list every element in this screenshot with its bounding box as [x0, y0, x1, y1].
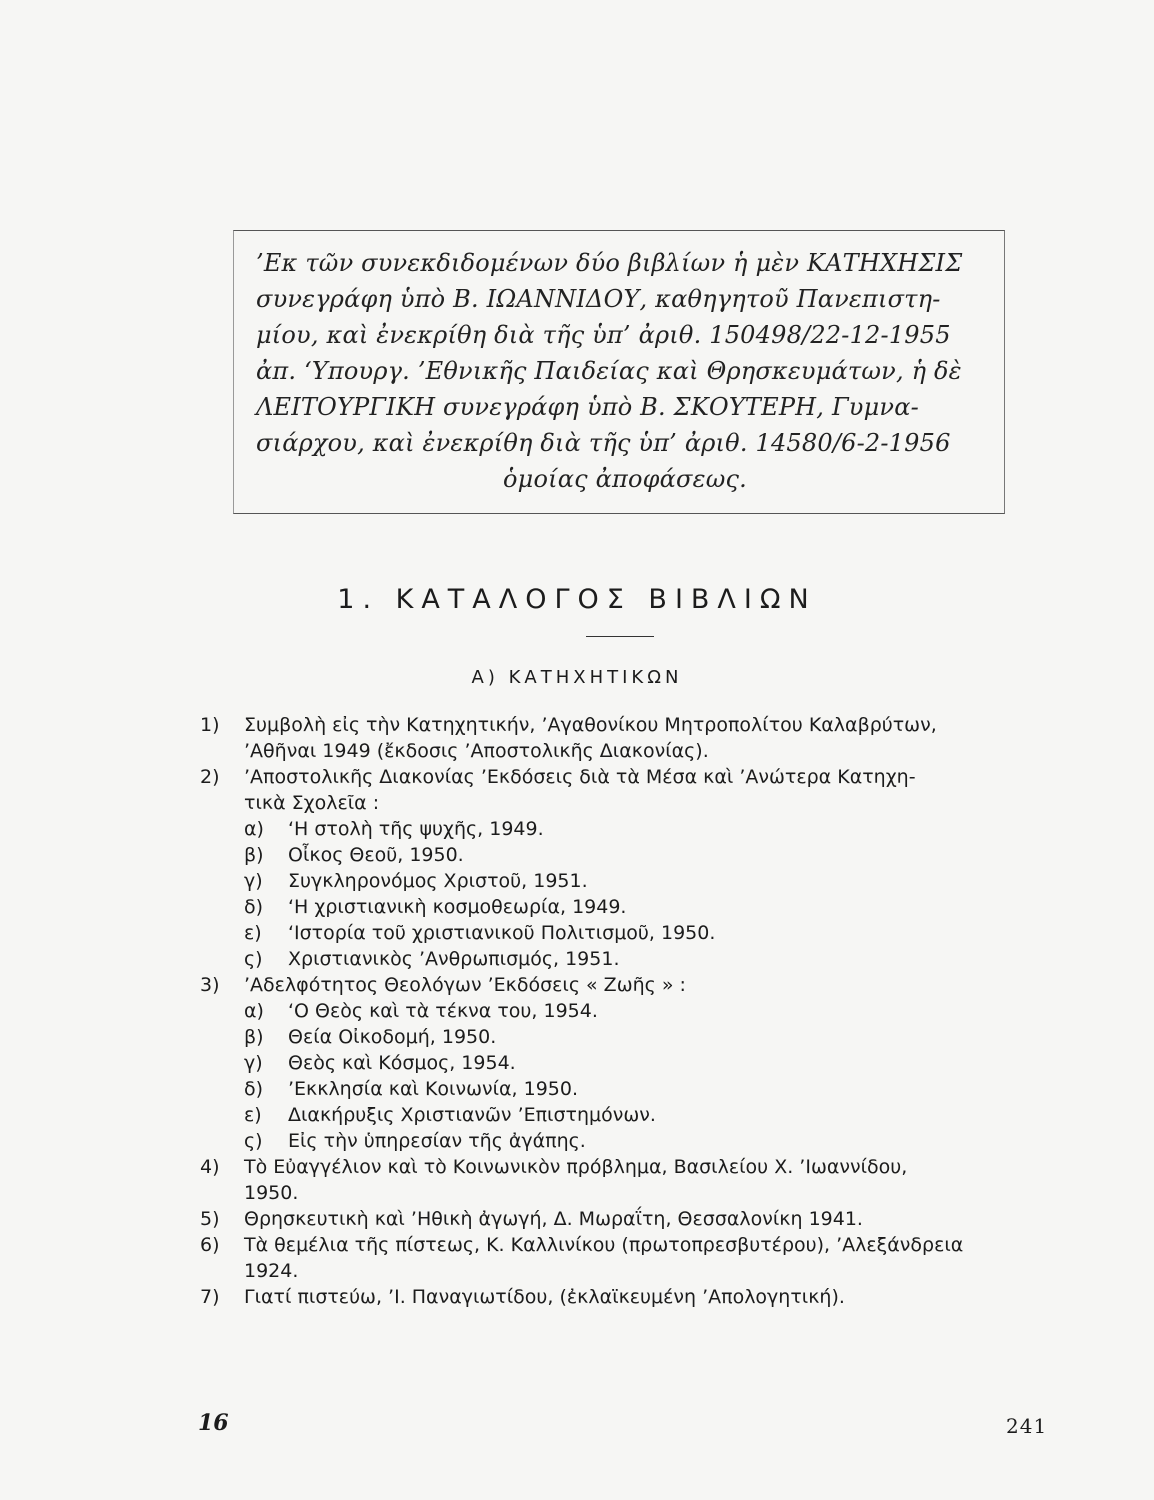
list-item — [200, 712, 1060, 764]
notice-line: ΛΕΙΤΟΥΡΓΙΚΗ συνεγράφη ὑπὸ Β. ΣΚΟΥΤΕΡΗ, Γυμνα- — [256, 393, 919, 421]
list-item — [200, 1284, 1060, 1310]
item-line: 1950. — [244, 1182, 299, 1204]
sub-item — [244, 946, 1060, 972]
approval-notice-box — [233, 230, 1005, 514]
list-item — [200, 1232, 1060, 1284]
item-line: ’Αδελφότητος Θεολόγων ’Εκδόσεις « Ζωῆς » : — [244, 974, 686, 996]
item-line: ’Αποστολικῆς Διακονίας ’Εκδόσεις διὰ τὰ Μέσα καὶ ’Ανώτερα Κατηχη- — [244, 766, 916, 788]
sub-item-text: ‘Ιστορία τοῦ χριστιανικοῦ Πολιτισμοῦ, 1950. — [288, 922, 716, 944]
sub-item — [244, 816, 1060, 842]
sub-item-text: Χριστιανικὸς ’Ανθρωπισμός, 1951. — [288, 948, 620, 970]
sub-item — [244, 1076, 1060, 1102]
sub-item-text: ‘Ο Θεὸς καὶ τὰ τέκνα του, 1954. — [288, 1000, 598, 1022]
sub-item-text: Οἶκος Θεοῦ, 1950. — [288, 844, 464, 866]
sub-item-letter: β) — [244, 844, 264, 866]
sub-item — [244, 842, 1060, 868]
item-line: Τὸ Εὐαγγέλιον καὶ τὸ Κοινωνικὸν πρόβλημα, Βασιλείου Χ. ’Ιωαννίδου, — [244, 1156, 908, 1178]
item-line: Συμβολὴ εἰς τὴν Κατηχητικήν, ’Αγαθονίκου Μητροπολίτου Καλαβρύτων, — [244, 714, 937, 736]
sub-item-letter: α) — [244, 818, 264, 840]
notice-last-line: ὁμοίας ἀποφάσεως. — [503, 465, 747, 493]
subsection-heading: Α) ΚΑΤΗΧΗΤΙΚΩΝ — [471, 667, 683, 688]
item-line: Τὰ θεμέλια τῆς πίστεως, Κ. Καλλινίκου (πρωτοπρεσβυτέρου), ’Αλεξάνδρεια — [244, 1234, 964, 1256]
sub-item — [244, 1024, 1060, 1050]
item-number: 3) — [200, 974, 220, 996]
list-item — [200, 764, 1060, 972]
page-number: 241 — [1006, 1414, 1048, 1438]
sub-item — [244, 894, 1060, 920]
item-number: 4) — [200, 1156, 220, 1178]
item-line: Θρησκευτικὴ καὶ ’Ηθικὴ ἀγωγή, Δ. Μωραΐτη, Θεσσαλονίκη 1941. — [244, 1208, 863, 1230]
sub-item — [244, 998, 1060, 1024]
sub-item — [244, 920, 1060, 946]
item-number: 6) — [200, 1234, 220, 1256]
sub-item — [244, 868, 1060, 894]
list-item — [200, 1206, 1060, 1232]
notice-line: ἀπ. ‘Υπουργ. ’Εθνικῆς Παιδείας καὶ Θρησκευμάτων, ἡ δὲ — [256, 357, 962, 385]
item-line: ’Αθῆναι 1949 (ἔκδοσις ’Αποστολικῆς Διακονίας). — [244, 740, 709, 762]
sub-item-text: Εἰς τὴν ὑπηρεσίαν τῆς ἀγάπης. — [288, 1130, 586, 1152]
sub-item-letter: ς) — [244, 1130, 263, 1152]
approval-notice-text — [256, 245, 994, 497]
sub-item-text: ’Εκκλησία καὶ Κοινωνία, 1950. — [288, 1078, 579, 1100]
sub-item-text: ‘Η στολὴ τῆς ψυχῆς, 1949. — [288, 818, 544, 840]
sub-item-letter: δ) — [244, 896, 264, 918]
sub-item-text: Θεὸς καὶ Κόσμος, 1954. — [288, 1052, 516, 1074]
sub-item-letter: α) — [244, 1000, 264, 1022]
signature-number: 16 — [198, 1410, 229, 1436]
list-item — [200, 1154, 1060, 1206]
item-number: 2) — [200, 766, 220, 788]
item-number: 7) — [200, 1286, 220, 1308]
sub-item — [244, 1050, 1060, 1076]
sub-item-text: ‘Η χριστιανικὴ κοσμοθεωρία, 1949. — [288, 896, 627, 918]
sub-item-text: Θεία Οἰκοδομή, 1950. — [288, 1026, 497, 1048]
item-number: 5) — [200, 1208, 220, 1230]
sub-item-text: Συγκληρονόμος Χριστοῦ, 1951. — [288, 870, 588, 892]
book-list — [200, 712, 1060, 1310]
sub-item — [244, 1128, 1060, 1154]
notice-line: σιάρχου, καὶ ἐνεκρίθη διὰ τῆς ὑπ’ ἀριθ. 14580/6-2-1956 — [256, 429, 951, 457]
notice-line: συνεγράφη ὑπὸ Β. ΙΩΑΝΝΙΔΟΥ, καθηγητοῦ Πανεπιστη- — [256, 285, 941, 313]
notice-line: ’Εκ τῶν συνεκδιδομένων δύο βιβλίων ἡ μὲν ΚΑΤΗΧΗΣΙΣ — [256, 249, 963, 277]
sub-item-letter: γ) — [244, 870, 263, 892]
notice-line: μίου, καὶ ἐνεκρίθη διὰ τῆς ὑπ’ ἀριθ. 150498/22-12-1955 — [256, 321, 951, 349]
sub-item-letter: ε) — [244, 1104, 262, 1126]
sub-item — [244, 1102, 1060, 1128]
item-line: τικὰ Σχολεῖα : — [244, 792, 380, 814]
sub-item-letter: ς) — [244, 948, 263, 970]
section-heading: 1. ΚΑΤΑΛΟΓΟΣ ΒΙΒΛΙΩΝ — [337, 584, 817, 615]
list-item — [200, 972, 1060, 1154]
item-line: Γιατί πιστεύω, ’Ι. Παναγιωτίδου, (ἐκλαϊκευμένη ’Απολογητική). — [244, 1286, 845, 1308]
sub-item-text: Διακήρυξις Χριστιανῶν ’Επιστημόνων. — [288, 1104, 656, 1126]
sub-item-letter: ε) — [244, 922, 262, 944]
item-line: 1924. — [244, 1260, 299, 1282]
sub-item-letter: γ) — [244, 1052, 263, 1074]
sub-item-letter: δ) — [244, 1078, 264, 1100]
sub-item-letter: β) — [244, 1026, 264, 1048]
heading-rule — [586, 636, 654, 637]
item-number: 1) — [200, 714, 220, 736]
